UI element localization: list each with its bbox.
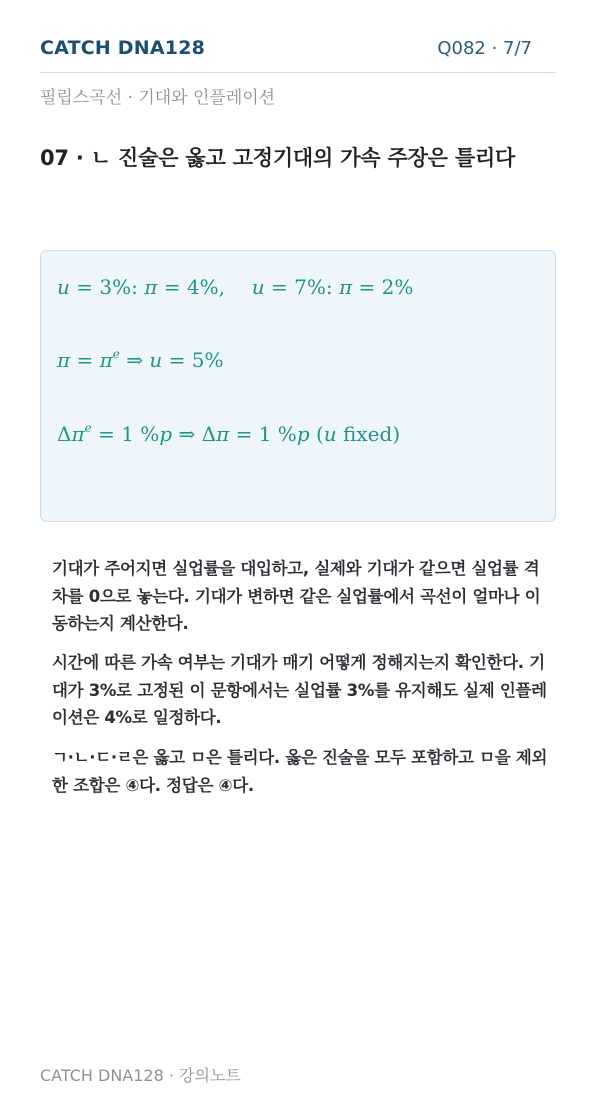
formula-line-3: $\Delta\pi^e = 1$ %p ⇒ Δπ = 1 %p (u fixed) [57, 421, 401, 446]
explanation-paragraph-1: 기대가 주어지면 실업률을 대입하고, 실제와 기대가 같으면 실업률 격차를 0으로 놓는다. 기대가 변하면 같은 실업률에서 곡선이 얼마나 이동하는지 계산한다. [52, 559, 541, 633]
question-title: 07 · ㄴ 진술은 옳고 고정기대의 가속 주장은 틀리다 [40, 146, 516, 170]
question-counter: Q082 · 7/7 [437, 38, 532, 59]
explanation-paragraph-2: 시간에 따른 가속 여부는 기대가 매기 어떻게 정해지는지 확인한다. 기대가 3%로 고정된 이 문항에서는 실업률 3%를 유지해도 실제 인플레이션은 4%로 일정하다. [52, 653, 547, 727]
formula-box [40, 250, 556, 522]
page-header [40, 36, 556, 73]
formula-line-1 [57, 275, 413, 299]
formula-line-1-part-1: u = 3%: π = 4%, [57, 275, 225, 299]
formula-line-1-part-2: u = 7%: π = 2% [251, 275, 414, 299]
formula-line-2: $\pi = \pi^e$ ⇒ u = 5% [57, 347, 224, 372]
page-footer: CATCH DNA128 · 강의노트 [40, 1066, 241, 1085]
explanation-paragraph-3: ㄱ·ㄴ·ㄷ·ㄹ은 옳고 ㅁ은 틀리다. 옳은 진술을 모두 포함하고 ㅁ을 제외한 조합은 ④다. 정답은 ④다. [52, 748, 548, 795]
brand-name: CATCH DNA128 [40, 37, 206, 59]
topic-subtitle: 필립스곡선 · 기대와 인플레이션 [40, 88, 276, 108]
